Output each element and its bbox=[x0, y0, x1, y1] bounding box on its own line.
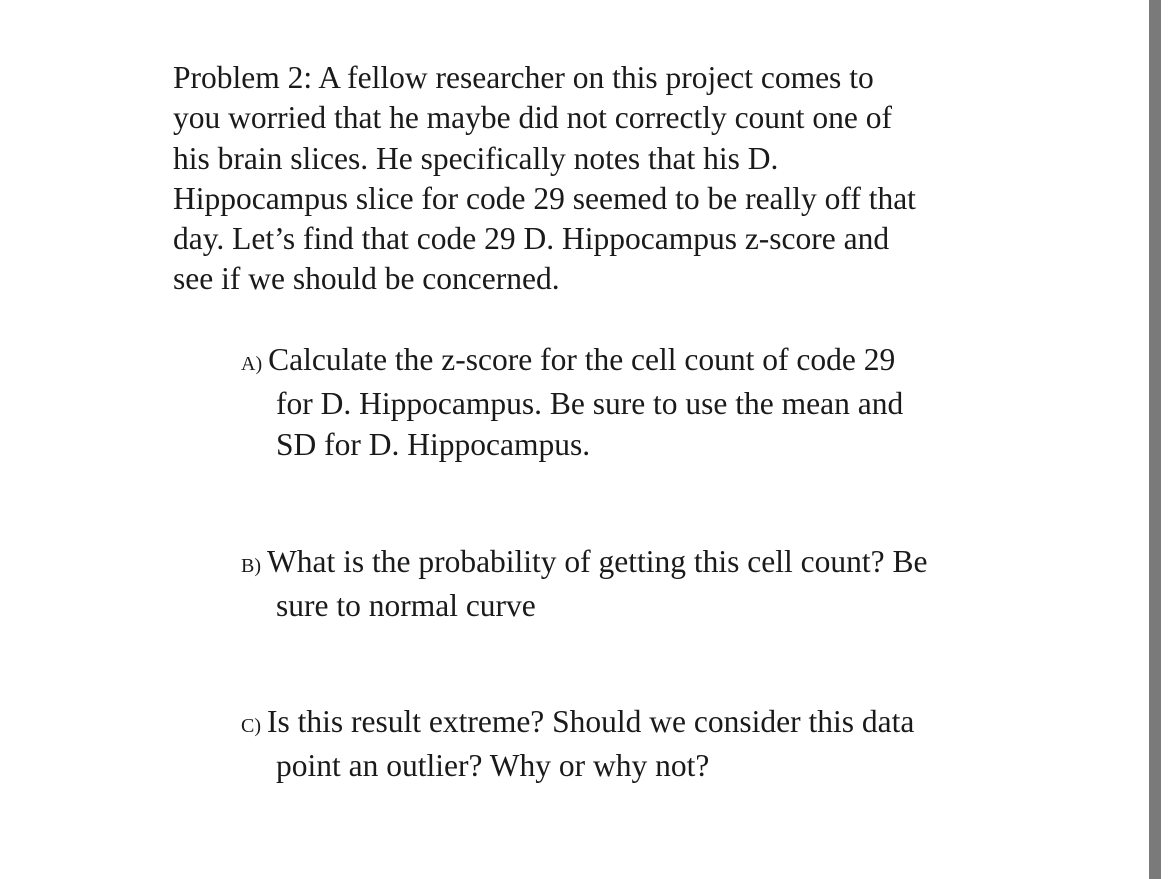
question-text: point an outlier? Why or why not? bbox=[276, 748, 710, 784]
question-first-line bbox=[241, 340, 1011, 384]
question-text: Is this result extreme? Should we consider this data bbox=[267, 704, 915, 739]
problem-line: Problem 2: A fellow researcher on this project comes to bbox=[173, 60, 874, 95]
question-text: What is the probability of getting this cell count? Be bbox=[267, 544, 928, 579]
problem-statement bbox=[173, 58, 1003, 300]
question-marker: B) bbox=[241, 555, 261, 577]
problem-line: you worried that he maybe did not correctly count one of bbox=[173, 100, 893, 136]
question-first-line bbox=[241, 542, 1011, 586]
question-text: Calculate the z-score for the cell count of code 29 bbox=[268, 342, 896, 377]
question-part-a bbox=[241, 340, 1011, 465]
question-marker: C) bbox=[241, 715, 261, 737]
question-marker: A) bbox=[241, 353, 263, 375]
question-first-line bbox=[241, 702, 1011, 746]
problem-line: Hippocampus slice for code 29 seemed to be really off that bbox=[173, 180, 916, 216]
question-part-b bbox=[241, 542, 1011, 627]
problem-line: his brain slices. He specifically notes that his D. bbox=[173, 140, 779, 176]
question-text: for D. Hippocampus. Be sure to use the mean and bbox=[276, 386, 904, 422]
problem-line: see if we should be concerned. bbox=[173, 261, 560, 297]
question-text: SD for D. Hippocampus. bbox=[276, 426, 591, 462]
question-part-c bbox=[241, 702, 1011, 787]
question-text: sure to normal curve bbox=[276, 588, 536, 624]
problem-line: day. Let’s find that code 29 D. Hippocampus z-score and bbox=[173, 221, 890, 257]
page-edge-bar bbox=[1149, 0, 1161, 879]
